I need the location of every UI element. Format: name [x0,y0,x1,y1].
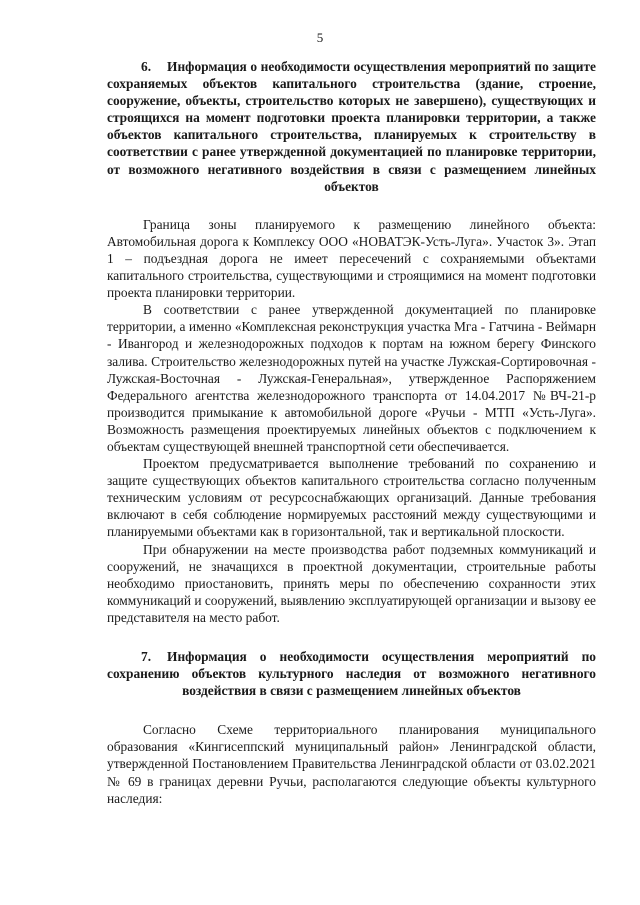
section-6-heading [107,58,596,195]
section-7-paragraph-1: Согласно Схеме территориального планирования муниципального образования «Кингисеппский муниципальный район» Ленинградской области, утвержденной Постановлением Правительства Ленинградской области от 03.02.2021 № 69 в границах деревни Ручьи, располагаются следующие объекты культурного наследия: [107,722,596,806]
section-7-title: Информация о необходимости осуществления мероприятий по сохранению объектов культурного наследия от возможного негативного воздействия в связи с размещением линейных объектов [107,649,596,699]
section-7-number: 7. [141,649,152,664]
section-6-number: 6. [141,59,152,74]
section-6-paragraph-4: При обнаружении на месте производства работ подземных коммуникаций и сооружений, не значащихся в проектной документации, строительные работы необходимо приостановить, принять меры по обеспечению сохранности этих коммуникаций и сооружений, выявлению эксплуатирующей организации и вызову ее представителя на место работ. [107,541,596,625]
section-6-paragraph-3: Проектом предусматривается выполнение требований по сохранению и защите существующих объектов капитального строительства согласно полученным техническим условиям от ресурсоснабжающих организаций. Данные требования включают в себя соблюдение нормируемых расстояний между существующими и планируемыми объектами как в горизонтальной, так и вертикальной плоскости. [107,456,596,540]
section-7-heading [107,648,596,699]
section-6-paragraph-2: В соответствии с ранее утвержденной документацией по планировке территории, а именно «Комплексная реконструкция участка Мга - Гатчина - Веймарн - Ивангород и железнодорожных подходов к портам на южном берегу Финского залива. Строительство железнодорожных путей на участке Лужская-Сортировочная - Лужская-Восточная - Лужская-Генеральная», утвержденное Распоряжением Федерального агентства железнодорожного транспорта от 14.04.2017 №ВЧ-21-р производится примыкание к автомобильной дороге «Ручьи - МТП «Усть-Луга». Возможность размещения проектируемых линейных объектов с подключением к объектам существующей внешней транспортной сети обеспечивается. [107,302,596,454]
page-content [107,58,596,807]
section-6-paragraph-1: Граница зоны планируемого к размещению линейного объекта: Автомобильная дорога к Комплексу ООО «НОВАТЭК-Усть-Луга». Участок 3». Этап 1 – подъездная дорога не имеет пересечений с сохраняемыми объектами капитального строительства, существующими и строящимися на момент подготовки проекта планировки территории. [107,216,596,301]
page-number: 5 [316,30,324,45]
section-6-title: Информация о необходимости осуществления мероприятий по защите сохраняемых объектов капитального строительства (здание, строение, сооружение, объекты, строительство которых не завершено), существующих и строящихся на момент подготовки проекта планировки территории, а также объектов капитального строительства, планируемых к строительству в соответствии с ранее утвержденной документацией по планировке территории, от возможного негативного воздействия в связи с размещением линейных объектов [107,59,596,194]
